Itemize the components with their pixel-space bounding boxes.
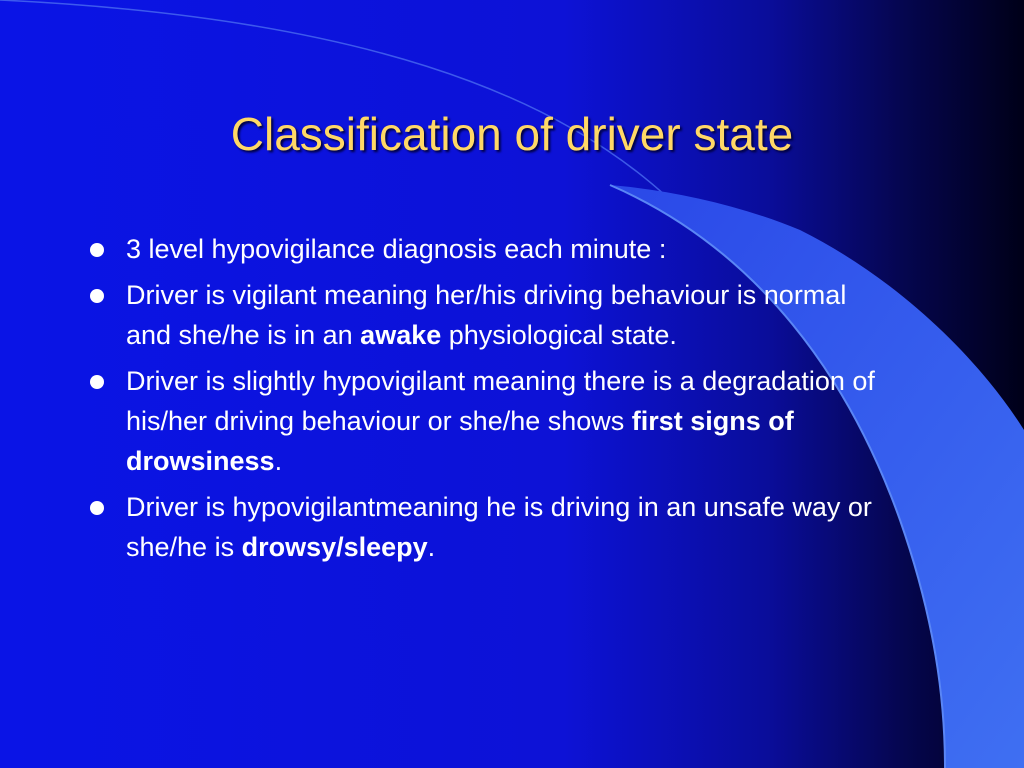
bullet-text: Driver is slightly hypovigilant meaning there is a degradation of his/her driving behaviour or she/he shows first signs of drowsiness. (126, 366, 875, 476)
bullet-text: 3 level hypovigilance diagnosis each minute : (126, 234, 667, 264)
bullet-item (88, 487, 878, 567)
bullet-dot-icon (90, 501, 104, 515)
bullet-item (88, 361, 878, 481)
bullet-item (88, 275, 878, 355)
bullet-text: Driver is vigilant meaning her/his driving behaviour is normal and she/he is in an awake physiological state. (126, 280, 847, 350)
bullet-dot-icon (90, 375, 104, 389)
bullet-item (88, 229, 878, 269)
bullet-text: Driver is hypovigilantmeaning he is driving in an unsafe way or she/he is drowsy/sleepy. (126, 492, 872, 562)
bullet-dot-icon (90, 289, 104, 303)
slide-title: Classification of driver state (230, 108, 794, 160)
bullet-list (88, 229, 878, 573)
bullet-dot-icon (90, 243, 104, 257)
